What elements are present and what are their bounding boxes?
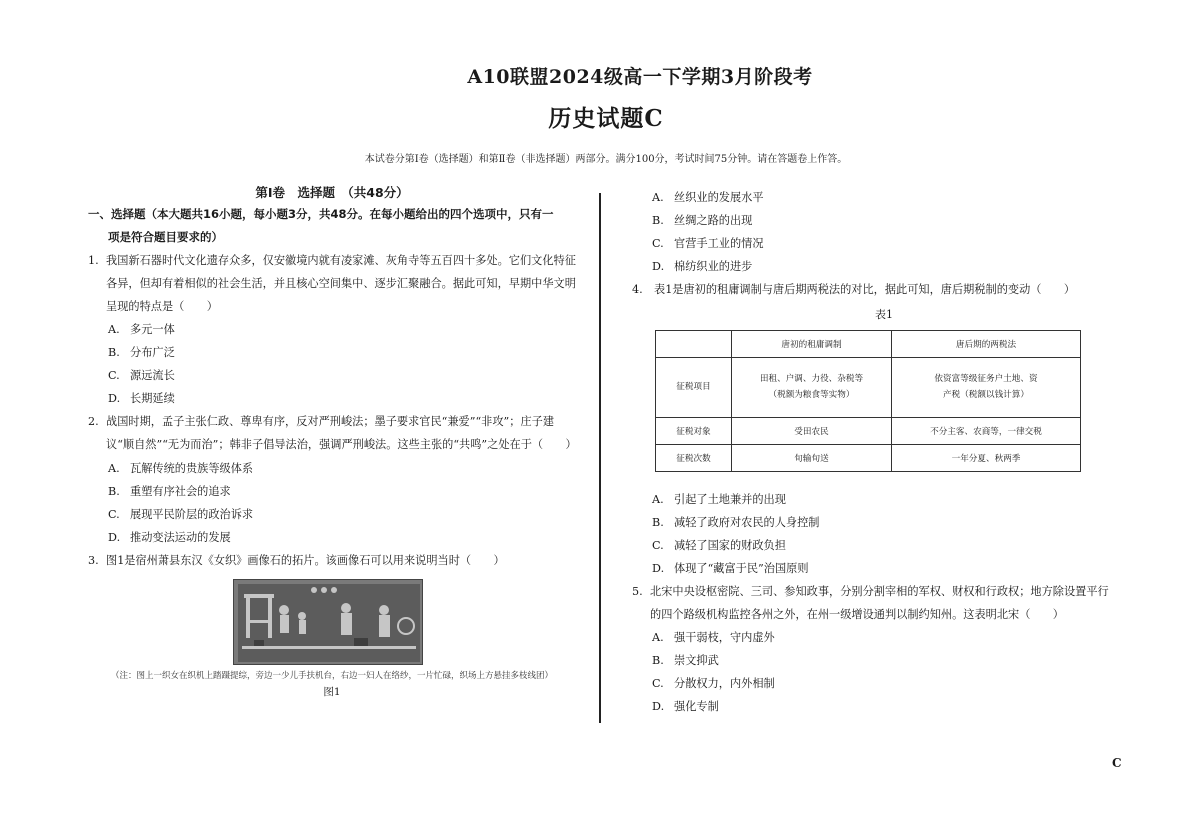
figure-note: （注：图上一织女在织机上踏蹑提综，旁边一少儿手扶机台，右边一妇人在络纱，一片忙碌，织场上方悬挂多枝线团） (110, 670, 553, 681)
question-4-option-b[interactable] (632, 511, 1112, 534)
table-row (656, 357, 1081, 417)
table-row-label: 征税对象 (656, 417, 732, 444)
subject-title: 历史试题C (548, 105, 664, 132)
column-divider (599, 193, 601, 723)
question-number: 2. (88, 415, 99, 429)
question-4-option-a[interactable] (632, 488, 1112, 511)
section-title: 第Ⅰ卷 选择题 （共48分） (255, 185, 409, 200)
option-label: B. (108, 484, 120, 498)
question-1-option-a[interactable] (88, 318, 576, 341)
paper-version-mark: C (1112, 756, 1122, 770)
section-desc-line2: 项是符合题目要求的） (108, 230, 223, 244)
option-text: 瓦解传统的贵族等级体系 (130, 461, 254, 475)
option-text: 重塑有序社会的追求 (130, 484, 231, 498)
table-cell (732, 357, 892, 417)
table-header-cell: 唐后期的两税法 (892, 330, 1081, 357)
option-text: 减轻了政府对农民的人身控制 (674, 515, 820, 529)
table-row-label: 征税次数 (656, 444, 732, 471)
table-row (656, 417, 1081, 444)
table-row (656, 444, 1081, 471)
option-label: A. (108, 323, 120, 337)
option-text: 官营手工业的情况 (674, 237, 764, 250)
option-label: B. (108, 346, 120, 360)
option-text: 丝织业的发展水平 (674, 191, 764, 204)
table-cell: 旬输旬送 (732, 444, 892, 471)
option-text: 多元一体 (130, 323, 175, 337)
section-desc-line1: 一、选择题（本大题共16小题，每小题3分，共48分。在每小题给出的四个选项中，只有一 (88, 207, 554, 221)
table-title: 表1 (875, 307, 893, 321)
option-text: 分散权力，内外相制 (674, 677, 775, 691)
question-4-stem (632, 279, 1112, 302)
exam-title: A10联盟2024级高一下学期3月阶段考 (467, 66, 813, 88)
right-column (632, 186, 1112, 718)
question-5-option-a[interactable] (632, 626, 1112, 649)
section-description (88, 203, 576, 249)
question-number: 5. (632, 584, 643, 598)
tax-comparison-table (655, 330, 1081, 472)
stone-rubbing-image (233, 579, 423, 665)
option-text: 展现平民阶层的政治诉求 (130, 507, 254, 521)
question-2-option-a[interactable] (88, 457, 576, 480)
question-text: 北宋中央设枢密院、三司、参知政事，分别分割宰相的军权、财权和行政权；地方除设置平行的四个路级机构监控各州之外，在州一级增设通判以制约知州。这表明北宋（ ） (650, 584, 1109, 621)
question-number: 1. (88, 254, 99, 267)
figure-label: 图1 (323, 685, 341, 698)
option-text: 棉纺织业的进步 (674, 260, 753, 273)
question-number: 3. (88, 553, 99, 567)
option-label: D. (652, 260, 665, 273)
option-label: D. (652, 700, 665, 714)
question-number: 4. (632, 283, 643, 296)
table-cell (892, 357, 1081, 417)
option-text: 强干弱枝，守内虚外 (674, 631, 775, 645)
question-4-option-c[interactable] (632, 534, 1112, 557)
option-label: A. (652, 191, 664, 204)
option-text: 推动变法运动的发展 (130, 530, 231, 544)
question-text: 战国时期，孟子主张仁政、尊卑有序，反对严刑峻法；墨子要求官民“兼爱”“非攻”；庄子建议“顺自然”“无为而治”；韩非子倡导法治，强调严刑峻法。这些主张的“共鸣”之处在于（ ） (106, 415, 577, 452)
option-label: D. (652, 561, 665, 575)
option-label: B. (652, 214, 664, 227)
option-text: 长期延续 (130, 392, 175, 406)
option-label: A. (652, 631, 664, 645)
question-text: 我国新石器时代文化遗存众多，仅安徽境内就有凌家滩、灰角寺等五百四十多处。它们文化特征各异，但却有着相似的社会生活，并且核心空间集中、逐步汇聚融合。据此可知，早期中华文明呈现的特点是（ ） (106, 254, 576, 313)
question-2-option-d[interactable] (88, 526, 576, 549)
option-label: B. (652, 515, 664, 529)
question-1-stem (88, 250, 576, 318)
question-5-option-b[interactable] (632, 649, 1112, 672)
question-3-option-c[interactable] (632, 232, 1112, 255)
table-header-cell (656, 330, 732, 357)
question-2-option-b[interactable] (88, 480, 576, 503)
option-text: 丝绸之路的出现 (674, 214, 753, 227)
option-label: D. (108, 392, 121, 406)
cell-line: 依资富等级征务户土地、资 (934, 374, 1038, 385)
option-label: C. (108, 369, 120, 383)
question-4-option-d[interactable] (632, 557, 1112, 580)
left-column (88, 183, 576, 701)
question-3-option-a[interactable] (632, 186, 1112, 209)
question-3-option-d[interactable] (632, 255, 1112, 278)
option-label: C. (652, 237, 664, 250)
question-text: 图1是宿州萧县东汉《女织》画像石的拓片。该画像石可以用来说明当时（ ） (106, 553, 505, 567)
table-header-row (656, 330, 1081, 357)
question-1-option-d[interactable] (88, 387, 576, 410)
rubbing-illustration (234, 580, 423, 665)
question-5-option-c[interactable] (632, 672, 1112, 695)
option-label: B. (652, 654, 664, 668)
table-cell: 受田农民 (732, 417, 892, 444)
question-1-option-c[interactable] (88, 364, 576, 387)
question-2-stem (88, 411, 576, 457)
question-3-stem (88, 550, 576, 573)
question-5-stem (632, 581, 1112, 627)
cell-line: 田租、户调、力役、杂税等 (759, 374, 864, 385)
option-label: D. (108, 530, 121, 544)
cell-line: （税额为粮食等实物） (768, 390, 855, 401)
option-label: A. (108, 461, 120, 475)
option-label: A. (652, 492, 664, 506)
exam-instructions: 本试卷分第Ⅰ卷（选择题）和第Ⅱ卷（非选择题）两部分。满分100分，考试时间75分钟。请在答题卷上作答。 (364, 154, 848, 165)
question-text: 表1是唐初的租庸调制与唐后期两税法的对比，据此可知，唐后期税制的变动（ ） (654, 283, 1076, 296)
question-2-option-c[interactable] (88, 503, 576, 526)
table-cell: 不分主客、农商等，一律交税 (892, 417, 1081, 444)
question-1-option-b[interactable] (88, 341, 576, 364)
option-label: C. (652, 677, 664, 691)
option-label: C. (652, 538, 664, 552)
question-3-option-b[interactable] (632, 209, 1112, 232)
table-cell: 一年分夏、秋两季 (892, 444, 1081, 471)
option-text: 减轻了国家的财政负担 (674, 538, 786, 552)
option-text: 分布广泛 (130, 346, 175, 360)
option-text: 体现了“藏富于民”治国原则 (674, 561, 809, 575)
cell-line: 产税（税额以钱计算） (943, 390, 1029, 401)
table-row-label: 征税项目 (656, 357, 732, 417)
table-header-cell: 唐初的租庸调制 (732, 330, 892, 357)
option-text: 崇文抑武 (674, 654, 719, 668)
option-text: 引起了土地兼并的出现 (674, 492, 786, 506)
question-5-option-d[interactable] (632, 695, 1112, 718)
option-text: 强化专制 (674, 700, 719, 714)
option-label: C. (108, 507, 120, 521)
option-text: 源远流长 (130, 369, 175, 383)
